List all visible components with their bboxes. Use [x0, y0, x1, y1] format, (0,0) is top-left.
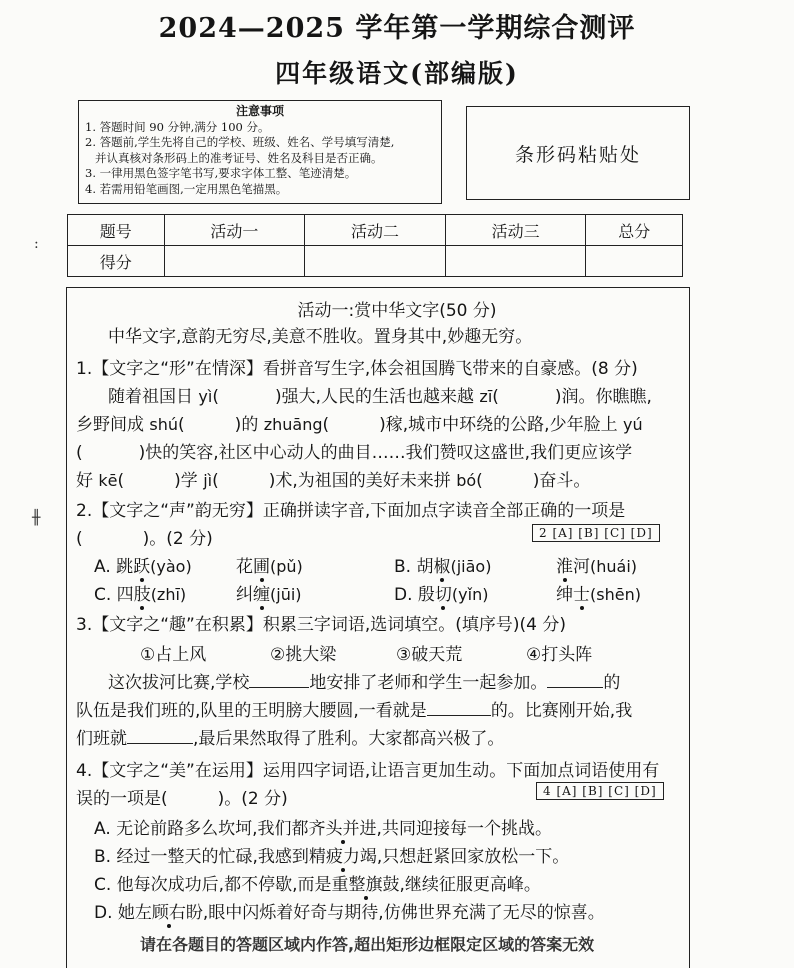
q3-line-3 — [76, 724, 504, 749]
q2-points: 。(2 分) — [149, 529, 213, 549]
option-text: A. 无论前路多么坎坷,我们都 — [94, 819, 309, 839]
notice-item: 3. 一律用黑色签字笔书写,要求字体工整、笔迹清楚。 — [85, 166, 357, 180]
q3-text: 地安排了老师和学生一起参加。 — [309, 673, 548, 693]
q1-text: 术,为祖国的美好未来拼 — [275, 471, 457, 491]
q2-option-b2 — [556, 552, 637, 577]
q1-line-2: 乡野间成 shú( )的 zhuāng( )稼,城市中环绕的公路,少年脸上 yú — [76, 415, 643, 435]
q2-stem-tail: ( )。(2 分) — [76, 529, 213, 549]
notice-box — [78, 100, 442, 204]
option-dotted-char: 椒 — [433, 557, 451, 577]
option-dotted-phrase: 精疲力竭 — [308, 847, 377, 867]
option-text: A. 跳 — [94, 557, 134, 577]
option-pinyin: (pǔ) — [270, 557, 303, 576]
pinyin: zhuāng — [263, 415, 323, 434]
q1-stem: 1.【文字之“形”在情深】看拼音写生字,体会祖国腾飞带来的自豪感。(8 分) — [76, 359, 638, 379]
q1-line-4: 好 kē( )学 jì( )术,为祖国的美好未来拼 bó( )奋斗。 — [76, 471, 591, 491]
q2-option-d — [394, 580, 488, 605]
margin-mark: : — [34, 236, 39, 252]
q3-option-1: ①占上风 — [140, 645, 207, 665]
score-header-cell: 活动二 — [305, 215, 446, 246]
q1-text: 强大,人民的生活也越来越 — [281, 387, 480, 407]
q3-blank[interactable] — [547, 687, 603, 688]
q3-option-4: ④打头阵 — [526, 645, 593, 665]
option-text: 纠 — [236, 585, 253, 605]
score-header-cell: 题号 — [68, 215, 165, 246]
q2-option-c2 — [236, 580, 302, 605]
q4-option-b — [94, 842, 569, 867]
option-dotted-phrase: 左顾右盼 — [134, 903, 203, 923]
pinyin: yì — [198, 387, 213, 406]
option-dotted-phrase: 重整旗鼓 — [331, 875, 400, 895]
option-text: C. 四 — [94, 585, 134, 605]
pinyin: bó — [456, 471, 477, 490]
margin-mark: ╫ — [32, 510, 41, 526]
pinyin: shú — [149, 415, 179, 434]
q4-option-a — [94, 814, 552, 839]
notice-item: 2. 答题前,学生先将自己的学校、班级、姓名、学号填写清楚, — [85, 135, 395, 149]
q2-option-b — [394, 552, 491, 577]
q3-text: 这次拔河比赛,学校 — [108, 673, 250, 693]
pinyin: zī — [479, 387, 493, 406]
q1-text: 稼,城市中环绕的公路,少年脸上 — [385, 415, 623, 435]
score-row-label: 得分 — [68, 246, 165, 277]
q1-text: 乡野间成 — [76, 415, 150, 435]
q4-option-c — [94, 870, 541, 895]
notice-heading: 注意事项 — [235, 104, 284, 118]
score-input-cell[interactable] — [586, 246, 683, 277]
q4-stem: 4.【文字之“美”在运用】运用四字词语,让语言更加生动。下面加点词语使用有 — [76, 761, 660, 781]
q1-text: 润。你瞧瞧, — [561, 387, 652, 407]
score-input-cell[interactable] — [305, 246, 446, 277]
q3-option-2: ②挑大梁 — [270, 645, 337, 665]
score-header-cell: 活动一 — [164, 215, 305, 246]
option-text: ,共同迎接每一个挑战。 — [376, 819, 552, 839]
q3-stem: 3.【文字之“趣”在积累】积累三字词语,选词填空。(填序号)(4 分) — [76, 615, 566, 635]
q3-text: 的。比赛刚开始,我 — [490, 701, 633, 721]
option-pinyin: (yào) — [150, 557, 192, 576]
barcode-label: 条形码粘贴处 — [514, 143, 641, 166]
option-text: 河 — [573, 557, 590, 577]
footer-note: 请在各题目的答题区域内作答,超出矩形边框限定区域的答案无效 — [140, 935, 595, 954]
pinyin: kē — [98, 471, 118, 490]
option-dotted-char: 跃 — [133, 557, 151, 577]
q2-option-a — [94, 552, 192, 577]
section-title: 活动一:赏中华文字(50 分) — [297, 301, 497, 321]
q4-stem-line-2 — [76, 784, 288, 809]
q3-line-2 — [76, 696, 632, 721]
q3-blank[interactable] — [127, 743, 193, 744]
option-dotted-char: 淮 — [556, 557, 573, 577]
q3-text: 的 — [603, 673, 621, 693]
score-header-cell: 活动三 — [445, 215, 586, 246]
q1-text: 好 — [76, 471, 99, 491]
q4-text: )。(2 分) — [217, 789, 288, 809]
option-text: ,只想赶紧回家放松一下。 — [376, 847, 570, 867]
option-pinyin: (yǐn) — [451, 585, 489, 604]
q2-option-a2 — [236, 552, 303, 577]
option-text: ,眼中闪烁着好奇与期待,仿佛世界充满了无尽的惊喜。 — [202, 903, 605, 923]
q2-option-c — [94, 580, 186, 605]
option-pinyin: (zhī) — [150, 585, 187, 604]
q3-line-1 — [108, 668, 620, 693]
option-text: D. 她 — [94, 903, 135, 923]
score-input-cell[interactable] — [445, 246, 586, 277]
pinyin: yú — [623, 415, 643, 434]
option-dotted-char: 切 — [434, 585, 452, 605]
option-pinyin: (jiāo) — [450, 557, 492, 576]
q3-text: 们班就 — [76, 729, 127, 749]
option-text: 花 — [236, 557, 253, 577]
option-dotted-char: 士 — [573, 585, 590, 605]
option-text: ,继续征服更高峰。 — [399, 875, 541, 895]
option-text: D. 殷 — [394, 585, 435, 605]
q1-line-3: ( )快的笑容,社区中心动人的曲目……我们赞叹这盛世,我们更应该学 — [76, 443, 633, 463]
q3-option-3: ③破天荒 — [396, 645, 463, 665]
notice-item: 1. 答题时间 90 分钟,满分 100 分。 — [85, 119, 270, 134]
q3-text: ,最后果然取得了胜利。大家都高兴极了。 — [193, 729, 505, 749]
score-table — [67, 214, 683, 277]
q2-stem: 2.【文字之“声”韵无穷】正确拼读字音,下面加点字读音全部正确的一项是 — [76, 501, 626, 521]
q2-answer-bubbles[interactable]: 2 [A] [B] [C] [D] — [532, 524, 660, 542]
q1-text: 随着祖国日 — [108, 387, 199, 407]
option-dotted-phrase: 齐头并进 — [308, 819, 377, 839]
score-input-cell[interactable] — [164, 246, 305, 277]
q3-text: 队伍是我们班的,队里的王明膀大腰圆,一看就是 — [76, 701, 427, 721]
q1-text: 的 — [241, 415, 264, 435]
q1-text: 奋斗。 — [539, 471, 591, 491]
barcode-area — [466, 106, 690, 200]
q1-text: 学 — [180, 471, 204, 491]
score-table-header-row — [68, 215, 683, 246]
option-pinyin: (shēn) — [590, 585, 641, 604]
option-text: 绅 — [556, 585, 573, 605]
option-text: B. 经过一整天的忙碌,我感到 — [94, 847, 309, 867]
q1-text: 快的笑容,社区中心动人的曲目……我们赞叹这盛世,我们更应该学 — [145, 443, 633, 463]
option-dotted-char: 圃 — [253, 557, 270, 577]
section-intro: 中华文字,意韵无穷尽,美意不胜收。置身其中,妙趣无穷。 — [108, 327, 533, 347]
q3-blank[interactable] — [249, 687, 309, 688]
notice-item: 4. 若需用铅笔画图,一定用黑色笔描黑。 — [85, 181, 288, 196]
option-dotted-char: 肢 — [133, 585, 151, 605]
q4-option-d — [94, 898, 605, 923]
exam-subtitle: 四年级语文(部编版) — [275, 59, 519, 88]
q2-option-d2 — [556, 580, 641, 605]
q4-text: 误的一项是( — [76, 789, 168, 809]
option-pinyin: (huái) — [590, 557, 638, 576]
score-header-cell: 总分 — [586, 215, 683, 246]
option-text: C. 他每次成功后,都不停歇,而是 — [94, 875, 332, 895]
score-table-row — [68, 246, 683, 277]
q4-answer-bubbles[interactable]: 4 [A] [B] [C] [D] — [536, 782, 664, 800]
q1-line-1: 随着祖国日 yì( )强大,人民的生活也越来越 zī( )润。你瞧瞧, — [108, 387, 652, 407]
option-dotted-char: 缠 — [253, 585, 270, 605]
option-text: B. 胡 — [394, 557, 434, 577]
option-pinyin: (jūi) — [270, 585, 302, 604]
pinyin: jì — [203, 471, 213, 490]
notice-item: 并认真核对条形码上的准考证号、姓名及科目是否正确。 — [95, 150, 383, 165]
exam-title: 2024—2025 学年第一学期综合测评 — [158, 13, 636, 44]
q3-blank[interactable] — [427, 715, 491, 716]
